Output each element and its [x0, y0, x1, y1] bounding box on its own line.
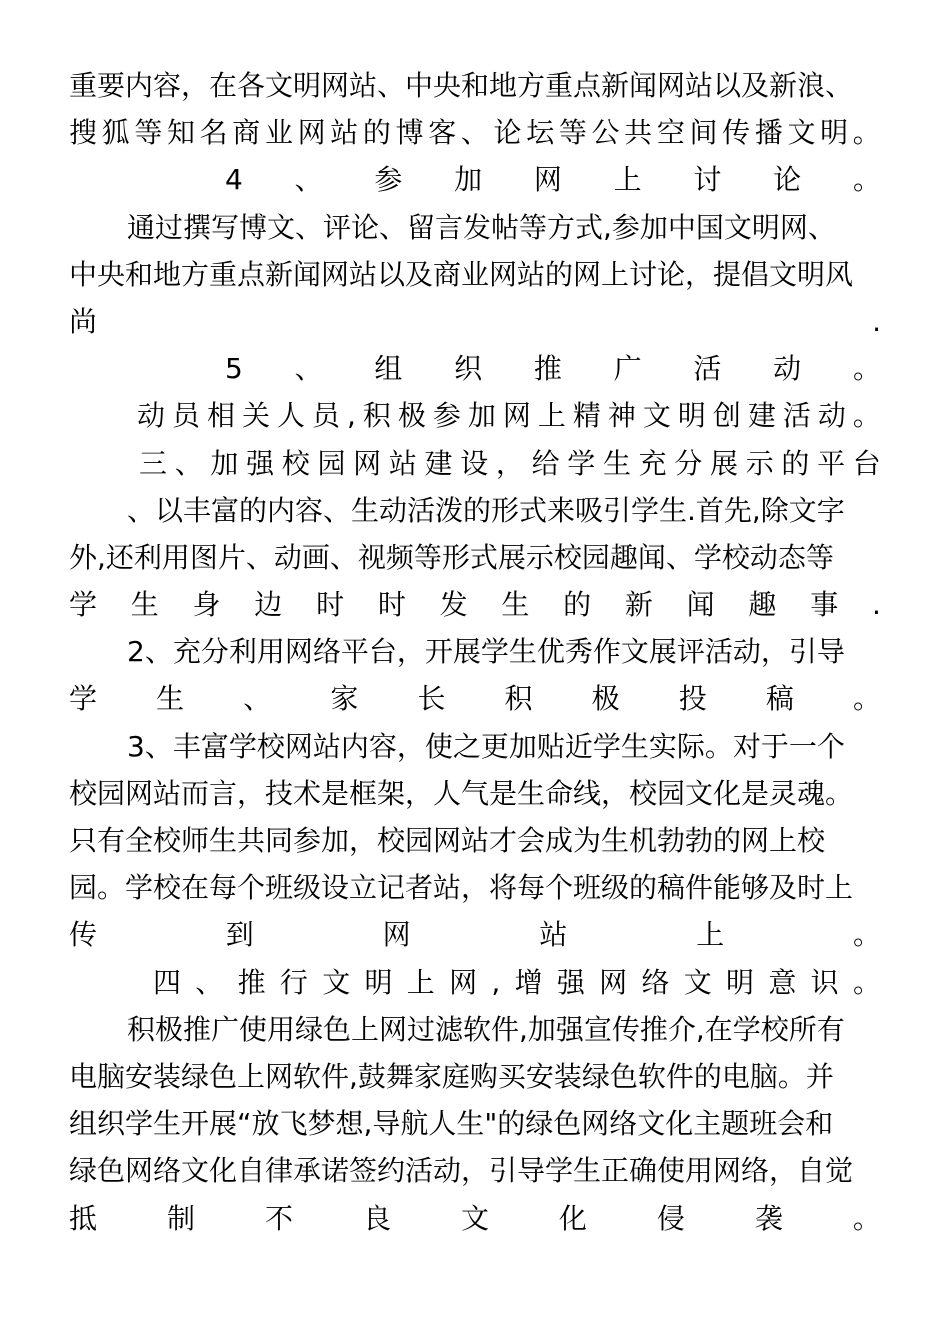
text-line: 抵 制 不 良 文 化 侵 袭 。 — [69, 1201, 881, 1235]
text-line: 外,还利用图片、动画、视频等形式展示校园趣闻、学校动态等 — [69, 540, 834, 574]
text-line: 学 生 、 家 长 积 极 投 稿 。 — [69, 682, 881, 716]
text-line: 传 到 网 站 上 。 — [69, 918, 881, 952]
text-line: 4 、 参 加 网 上 讨 论 。 — [225, 163, 881, 197]
document-page — [69, 62, 881, 1242]
text-line: 尚 . — [69, 304, 881, 338]
text-line: 2、充分利用网络平台，开展学生优秀作文展评活动，引导 — [127, 635, 845, 669]
text-line: 三 、 加 强 校 园 网 站 建 设 ， 给 学 生 充 分 展 示 的 平 台 — [139, 446, 881, 480]
text-line: 绿色网络文化自律承诺签约活动，引导学生正确使用网络，自觉 — [69, 1154, 854, 1188]
text-line: 动 员 相 关 人 员 , 积 极 参 加 网 上 精 神 文 明 创 建 活 动 。 — [137, 399, 881, 433]
text-line: 电脑安装绿色上网软件,鼓舞家庭购买安装绿色软件的电脑。并 — [69, 1059, 834, 1093]
text-line: 通过撰写博文、评论、留言发帖等方式,参加中国文明网、 — [127, 210, 836, 244]
text-line: 四 、 推 行 文 明 上 网 , 增 强 网 络 文 明 意 识 。 — [153, 965, 881, 999]
text-line: 组织学生开展“放飞梦想,导航人生"的绿色网络文化主题班会和 — [69, 1107, 834, 1141]
text-line: 积极推广使用绿色上网过滤软件,加强宣传推介,在学校所有 — [127, 1012, 845, 1046]
text-line: 园。学校在每个班级设立记者站，将每个班级的稿件能够及时上 — [69, 871, 854, 905]
text-line: 、以丰富的内容、生动活泼的形式来吸引学生.首先,除文字 — [127, 493, 845, 527]
text-line: 5 、 组 织 推 广 活 动 。 — [225, 352, 881, 386]
text-line: 学 生 身 边 时 时 发 生 的 新 闻 趣 事 . — [69, 588, 881, 622]
text-line: 重要内容，在各文明网站、中央和地方重点新闻网站以及新浪、 — [69, 69, 854, 102]
text-line: 只有全校师生共同参加，校园网站才会成为生机勃勃的网上校 — [69, 824, 826, 857]
text-line: 搜 狐 等 知 名 商 业 网 站 的 博 客 、 论 坛 等 公 共 空 间 传 播 文 明 。 — [69, 116, 881, 150]
text-line: 3、丰富学校网站内容，使之更加贴近学生实际。对于一个 — [127, 729, 845, 763]
text-line: 校园网站而言，技术是框架，人气是生命线，校园文化是灵魂。 — [69, 776, 854, 810]
text-line: 中央和地方重点新闻网站以及商业网站的网上讨论，提倡文明风 — [69, 257, 854, 291]
